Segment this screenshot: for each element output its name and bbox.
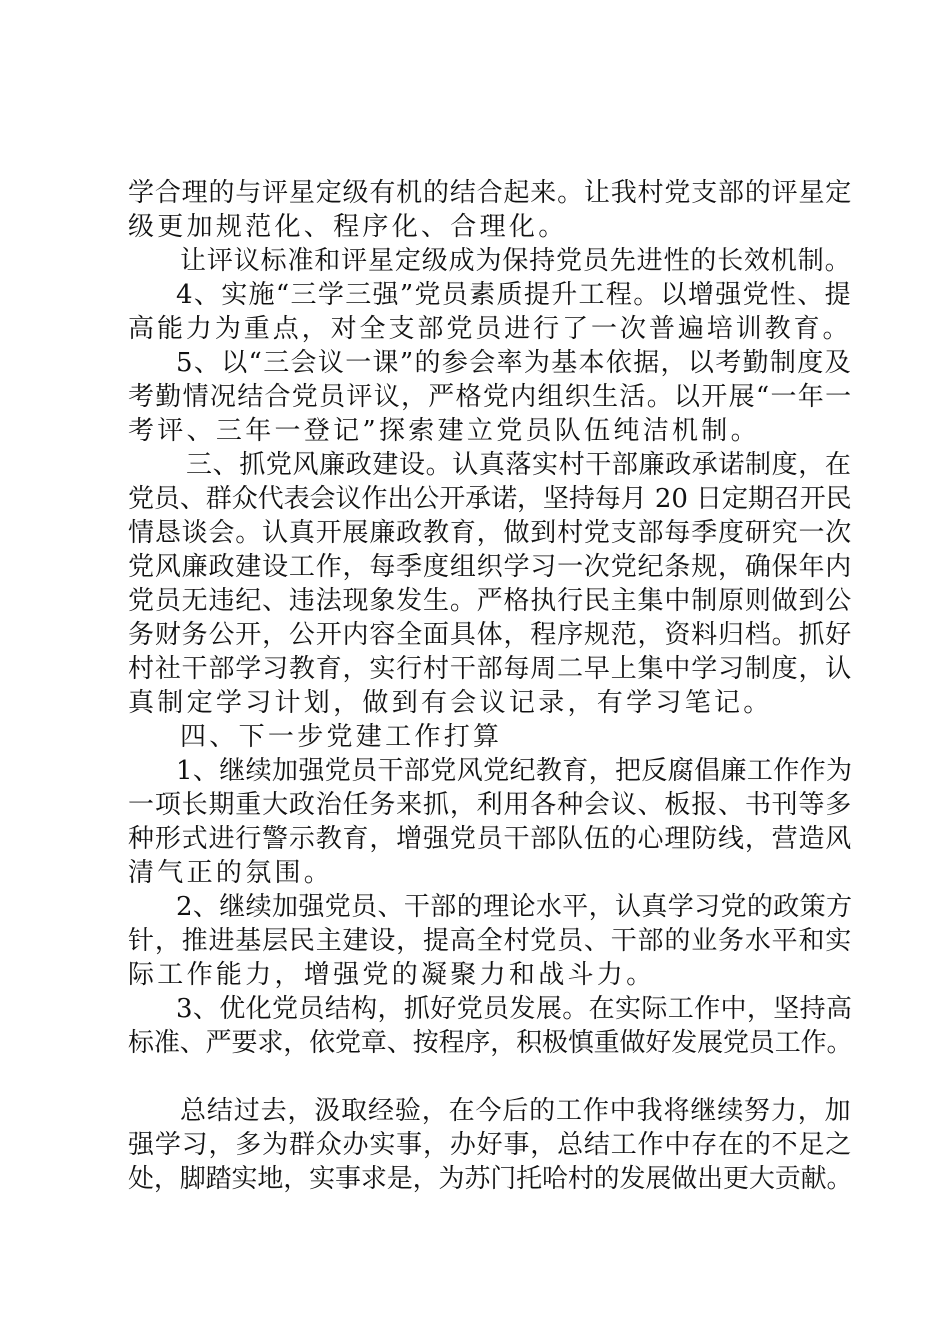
text-line: 种形式进行警示教育，增强党员干部队伍的心理防线，营造风	[128, 824, 853, 854]
text-line: 村社干部学习教育，实行村干部每周二早上集中学习制度，认	[128, 654, 853, 684]
text-line: 清气正的氛围。	[128, 858, 334, 888]
section-heading: 四、下一步党建工作打算	[180, 722, 503, 752]
text-line: 考评、三年一登记”探索建立党员队伍纯洁机制。	[128, 416, 760, 446]
text-line: 务财务公开，公开内容全面具体，程序规范，资料归档。抓好	[128, 620, 853, 650]
text-line: 考勤情况结合党员评议，严格党内组织生活。以开展“一年一	[128, 382, 853, 412]
text-line: 总结过去，汲取经验，在今后的工作中我将继续努力，加	[180, 1096, 852, 1126]
text-line: 5、以“三会议一课”的参会率为基本依据，以考勤制度及	[176, 348, 852, 378]
text-line: 三、抓党风廉政建设。认真落实村干部廉政承诺制度，在	[186, 450, 852, 480]
text-line: 情恳谈会。认真开展廉政教育，做到村党支部每季度研究一次	[128, 518, 853, 548]
text-line: 一项长期重大政治任务来抓，利用各种会议、板报、书刊等多	[128, 790, 853, 820]
text-line: 标准、严要求，依党章、按程序，积极慎重做好发展党员工作。	[128, 1028, 853, 1058]
text-line: 处，脚踏实地，实事求是，为苏门托哈村的发展做出更大贡献。	[128, 1164, 853, 1194]
text-line: 级更加规范化、程序化、合理化。	[128, 212, 568, 242]
text-line: 真制定学习计划，做到有会议记录，有学习笔记。	[128, 688, 773, 718]
text-line: 党风廉政建设工作，每季度组织学习一次党纪条规，确保年内	[128, 552, 853, 582]
text-line: 让评议标准和评星定级成为保持党员先进性的长效机制。	[180, 246, 852, 276]
text-line: 党员无违纪、违法现象发生。严格执行民主集中制原则做到公	[128, 586, 853, 616]
text-line: 2、继续加强党员、干部的理论水平，认真学习党的政策方	[176, 892, 853, 922]
text-line: 高能力为重点，对全支部党员进行了一次普遍培训教育。	[128, 314, 852, 344]
text-line: 4、实施“三学三强”党员素质提升工程。以增强党性、提	[176, 280, 852, 310]
text-line: 1、继续加强党员干部党风党纪教育，把反腐倡廉工作作为	[176, 756, 853, 786]
text-line: 针，推进基层民主建设，提高全村党员、干部的业务水平和实	[128, 926, 853, 956]
text-line: 学合理的与评星定级有机的结合起来。让我村党支部的评星定	[128, 178, 853, 208]
text-line: 党员、群众代表会议作出公开承诺，坚持每月 20 日定期召开民	[128, 484, 852, 514]
text-line: 3、优化党员结构，抓好党员发展。在实际工作中，坚持高	[176, 994, 853, 1024]
text-line: 际工作能力，增强党的凝聚力和战斗力。	[128, 960, 656, 990]
text-line: 强学习，多为群众办实事，办好事，总结工作中存在的不足之	[128, 1130, 853, 1160]
